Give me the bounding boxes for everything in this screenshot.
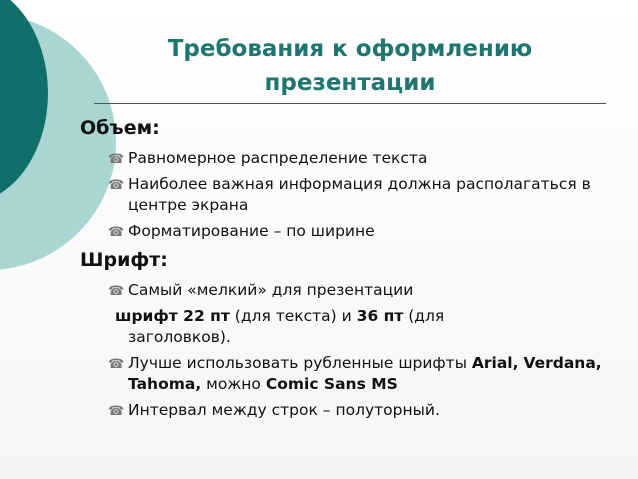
slide-title — [120, 32, 580, 100]
list-item — [80, 148, 625, 169]
list-item — [80, 400, 625, 421]
book-bullet-icon: ☎ — [108, 225, 125, 240]
title-line-2: презентации — [264, 70, 436, 96]
slide-content — [80, 116, 625, 426]
text: (для текста) и — [229, 307, 357, 325]
list-item — [80, 353, 625, 395]
text: можно — [201, 375, 266, 393]
bold-text: шрифт 22 пт — [115, 307, 230, 325]
list-item-text: Самый «мелкий» для презентации — [128, 281, 414, 299]
list-item-text: Наиболее важная информация должна располагаться в центре экрана — [128, 175, 591, 214]
bold-text: Comic Sans MS — [265, 375, 398, 393]
list-item-text: Форматирование – по ширине — [128, 222, 375, 240]
book-bullet-icon: ☎ — [108, 284, 125, 299]
list-item — [80, 221, 625, 242]
bold-text: Verdana, Tahoma, — [128, 354, 602, 393]
list-item-text: Интервал между строк – полуторный. — [128, 401, 440, 419]
section-heading-font: Шрифт: — [80, 249, 168, 271]
section-heading-volume: Объем: — [80, 117, 160, 139]
bold-text: 36 пт — [356, 307, 404, 325]
text: заголовков). — [128, 328, 231, 346]
bold-text: Arial, — [471, 354, 519, 372]
book-bullet-icon: ☎ — [108, 178, 125, 193]
title-line-1: Требования к оформлению — [167, 36, 533, 62]
font-size-line — [80, 306, 625, 348]
book-bullet-icon: ☎ — [108, 152, 125, 167]
list-item — [80, 174, 625, 216]
book-bullet-icon: ☎ — [108, 357, 125, 372]
title-divider — [94, 103, 606, 104]
text: Лучше использовать рубленные шрифты — [128, 354, 472, 372]
text: (для — [403, 307, 445, 325]
list-item — [80, 280, 625, 301]
book-bullet-icon: ☎ — [108, 404, 125, 419]
list-item-text: Равномерное распределение текста — [128, 149, 428, 167]
